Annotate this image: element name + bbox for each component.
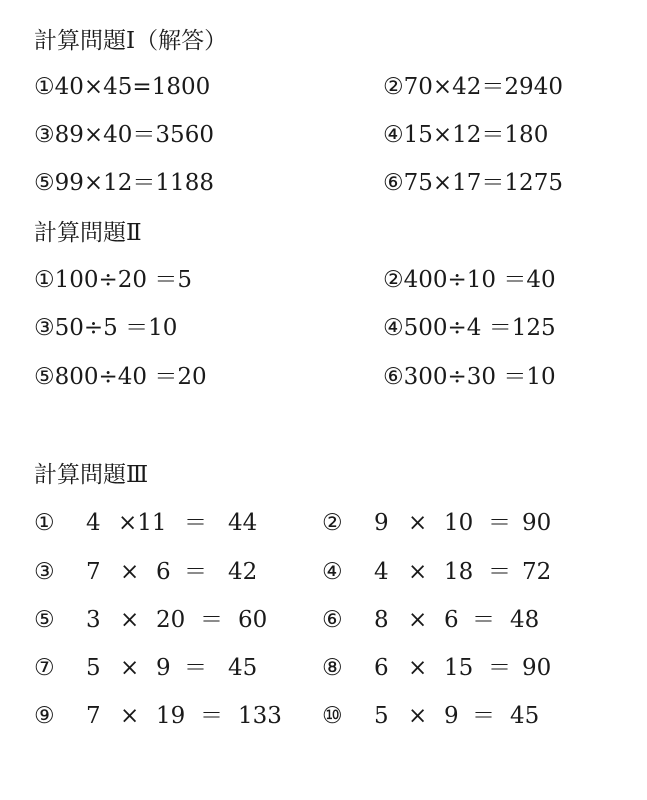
s3-operator: ×	[120, 703, 140, 729]
s3-operand-a: 9	[374, 510, 389, 536]
s3-operand-a: 8	[374, 607, 389, 633]
s1-answer-4: ④15×12＝180	[383, 122, 549, 148]
s3-operand-b: 9	[444, 703, 459, 729]
s3-operator: ×	[408, 703, 428, 729]
s3-operand-a: 4	[86, 510, 101, 536]
s3-operator: ×	[120, 607, 140, 633]
s3-num: ⑩	[322, 703, 343, 729]
s3-result: 48	[510, 607, 540, 633]
s3-operand-b: 19	[156, 703, 186, 729]
s3-result: 42	[228, 559, 258, 585]
s3-answer-row	[322, 508, 612, 538]
s3-num: ①	[34, 510, 55, 536]
s2-answer-2: ②400÷10 ＝40	[383, 267, 556, 293]
s3-operand-a: 4	[374, 559, 389, 585]
section-2-title: 計算問題Ⅱ	[34, 220, 142, 246]
s3-operator: ×	[408, 607, 428, 633]
s3-equals: ＝	[488, 510, 511, 536]
s3-operand-a: 6	[374, 655, 389, 681]
s3-result: 44	[228, 510, 258, 536]
s1-answer-2: ②70×42＝2940	[383, 74, 563, 100]
s3-equals: ＝	[200, 607, 223, 633]
s2-answer-1: ①100÷20 ＝5	[34, 267, 193, 293]
s3-operand-b: 15	[444, 655, 474, 681]
s3-num: ③	[34, 559, 55, 585]
s3-result: 90	[522, 655, 552, 681]
s3-operand-a: 7	[86, 559, 101, 585]
s3-num: ⑥	[322, 607, 343, 633]
s3-operand-a: 5	[86, 655, 101, 681]
s3-operand-b: 6	[444, 607, 459, 633]
s3-equals: ＝	[184, 510, 207, 536]
s1-answer-3: ③89×40＝3560	[34, 122, 214, 148]
s3-operand-b: 6	[156, 559, 171, 585]
s3-result: 45	[510, 703, 540, 729]
s3-answer-row	[322, 653, 612, 683]
s3-answer-row	[322, 701, 612, 731]
s3-operator: ×11	[118, 510, 167, 536]
s1-answer-1: ①40×45=1800	[34, 74, 211, 100]
s3-equals: ＝	[184, 655, 207, 681]
s3-num: ⑨	[34, 703, 55, 729]
s2-answer-3: ③50÷5 ＝10	[34, 315, 178, 341]
s3-operator: ×	[120, 655, 140, 681]
s3-result: 90	[522, 510, 552, 536]
s3-operand-b: 10	[444, 510, 474, 536]
s2-answer-4: ④500÷4 ＝125	[383, 315, 556, 341]
s3-result: 60	[238, 607, 268, 633]
s3-operand-a: 5	[374, 703, 389, 729]
s3-equals: ＝	[472, 607, 495, 633]
s3-operand-b: 18	[444, 559, 474, 585]
s3-answer-row	[34, 653, 324, 683]
s3-equals: ＝	[488, 559, 511, 585]
s3-equals: ＝	[184, 559, 207, 585]
s3-equals: ＝	[200, 703, 223, 729]
s3-answer-row	[34, 557, 324, 587]
s3-num: ⑧	[322, 655, 343, 681]
s3-operand-a: 7	[86, 703, 101, 729]
s3-operator: ×	[408, 559, 428, 585]
s3-answer-row	[322, 557, 612, 587]
s2-answer-6: ⑥300÷30 ＝10	[383, 364, 556, 390]
section-1-title: 計算問題Ⅰ（解答）	[34, 28, 228, 54]
s3-operand-b: 20	[156, 607, 186, 633]
s3-answer-row	[34, 605, 324, 635]
s3-equals: ＝	[472, 703, 495, 729]
s3-num: ⑤	[34, 607, 55, 633]
s3-operand-b: 9	[156, 655, 171, 681]
s2-answer-5: ⑤800÷40 ＝20	[34, 364, 207, 390]
s3-equals: ＝	[488, 655, 511, 681]
s3-result: 133	[238, 703, 282, 729]
s3-num: ⑦	[34, 655, 55, 681]
s3-answer-row	[34, 701, 324, 731]
s1-answer-6: ⑥75×17＝1275	[383, 170, 563, 196]
s3-num: ④	[322, 559, 343, 585]
s3-operator: ×	[408, 655, 428, 681]
s3-operator: ×	[120, 559, 140, 585]
s3-answer-row	[322, 605, 612, 635]
section-3-title: 計算問題Ⅲ	[34, 462, 149, 488]
s3-result: 45	[228, 655, 258, 681]
s3-answer-row	[34, 508, 324, 538]
s1-answer-5: ⑤99×12＝1188	[34, 170, 214, 196]
s3-num: ②	[322, 510, 343, 536]
s3-operand-a: 3	[86, 607, 101, 633]
s3-result: 72	[522, 559, 552, 585]
s3-operator: ×	[408, 510, 428, 536]
